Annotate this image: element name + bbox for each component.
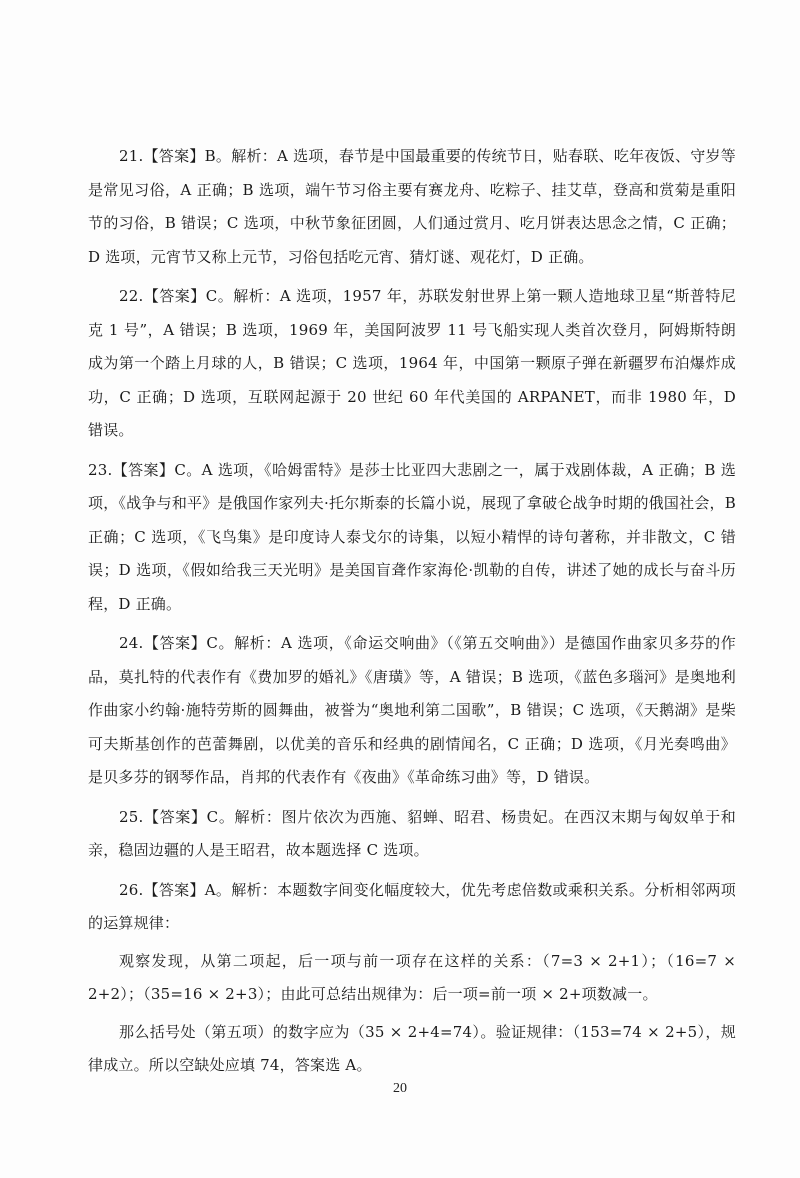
answer-24: 24.【答案】C。解析：A 选项，《命运交响曲》（《第五交响曲》）是德国作曲家贝多芬的作品，莫扎特的代表作有《费加罗的婚礼》《唐璜》等，A 错误；B 选项，《蓝色多瑙河》是奥地利作曲家小约翰·施特劳斯的圆舞曲，被誉为“奥地利第二国歌”，B 错误；C 选项，《天鹅湖》是柴可夫斯基创作的芭蕾舞剧，以优美的音乐和经典的剧情闻名，C 正确；D 选项，《月光奏鸣曲》是贝多芬的钢琴作品，肖邦的代表作有《夜曲》《革命练习曲》等，D 错误。 xyxy=(88,634,736,786)
answer-26-observation: 观察发现，从第二项起，后一项与前一项存在这样的关系：（7=3 × 2+1）；（16=7 × 2+2）；（35=16 × 2+3）；由此可总结出规律为：后一项=前一项 × 2+项数减一。 xyxy=(88,951,736,1003)
page-number: 20 xyxy=(393,1081,407,1096)
answer-explanations xyxy=(88,140,736,1089)
answer-23: 23.【答案】C。A 选项，《哈姆雷特》是莎士比亚四大悲剧之一，属于戏剧体裁，A 正确；B 选项，《战争与和平》是俄国作家列夫·托尔斯泰的长篇小说，展现了拿破仑战争时期的俄国社会，B 正确；C 选项，《飞鸟集》是印度诗人泰戈尔的诗集，以短小精悍的诗句著称，并非散文，C 错误；D 选项，《假如给我三天光明》是美国盲聋作家海伦·凯勒的自传，讲述了她的成长与奋斗历程，D 正确。 xyxy=(88,460,736,613)
answer-26-conclusion: 那么括号处（第五项）的数字应为（35 × 2+4=74）。验证规律：（153=74 × 2+5），规律成立。所以空缺处应填 74，答案选 A。 xyxy=(88,1022,736,1074)
answer-21: 21.【答案】B。解析：A 选项，春节是中国最重要的传统节日，贴春联、吃年夜饭、守岁等是常见习俗，A 正确；B 选项，端午节习俗主要有赛龙舟、吃粽子、挂艾草，登高和赏菊是重阳节的习俗，B 错误；C 选项，中秋节象征团圆，人们通过赏月、吃月饼表达思念之情，C 正确；D 选项，元宵节又称上元节，习俗包括吃元宵、猜灯谜、观花灯，D 正确。 xyxy=(88,147,736,266)
answer-22: 22.【答案】C。解析：A 选项，1957 年，苏联发射世界上第一颗人造地球卫星“斯普特尼克 1 号”，A 错误；B 选项，1969 年，美国阿波罗 11 号飞船实现人类首次登月，阿姆斯特朗成为第一个踏上月球的人，B 错误；C 选项，1964 年，中国第一颗原子弹在新疆罗布泊爆炸成功，C 正确；D 选项，互联网起源于 20 世纪 60 年代美国的 ARPANET，而非 1980 年，D 错误。 xyxy=(88,287,736,439)
answer-26: 26.【答案】A。解析：本题数字间变化幅度较大，优先考虑倍数或乘积关系。分析相邻两项的运算规律： xyxy=(88,880,736,932)
answer-25: 25.【答案】C。解析：图片依次为西施、貂蝉、昭君、杨贵妃。在西汉末期与匈奴单于和亲，稳固边疆的人是王昭君，故本题选择 C 选项。 xyxy=(88,807,736,859)
